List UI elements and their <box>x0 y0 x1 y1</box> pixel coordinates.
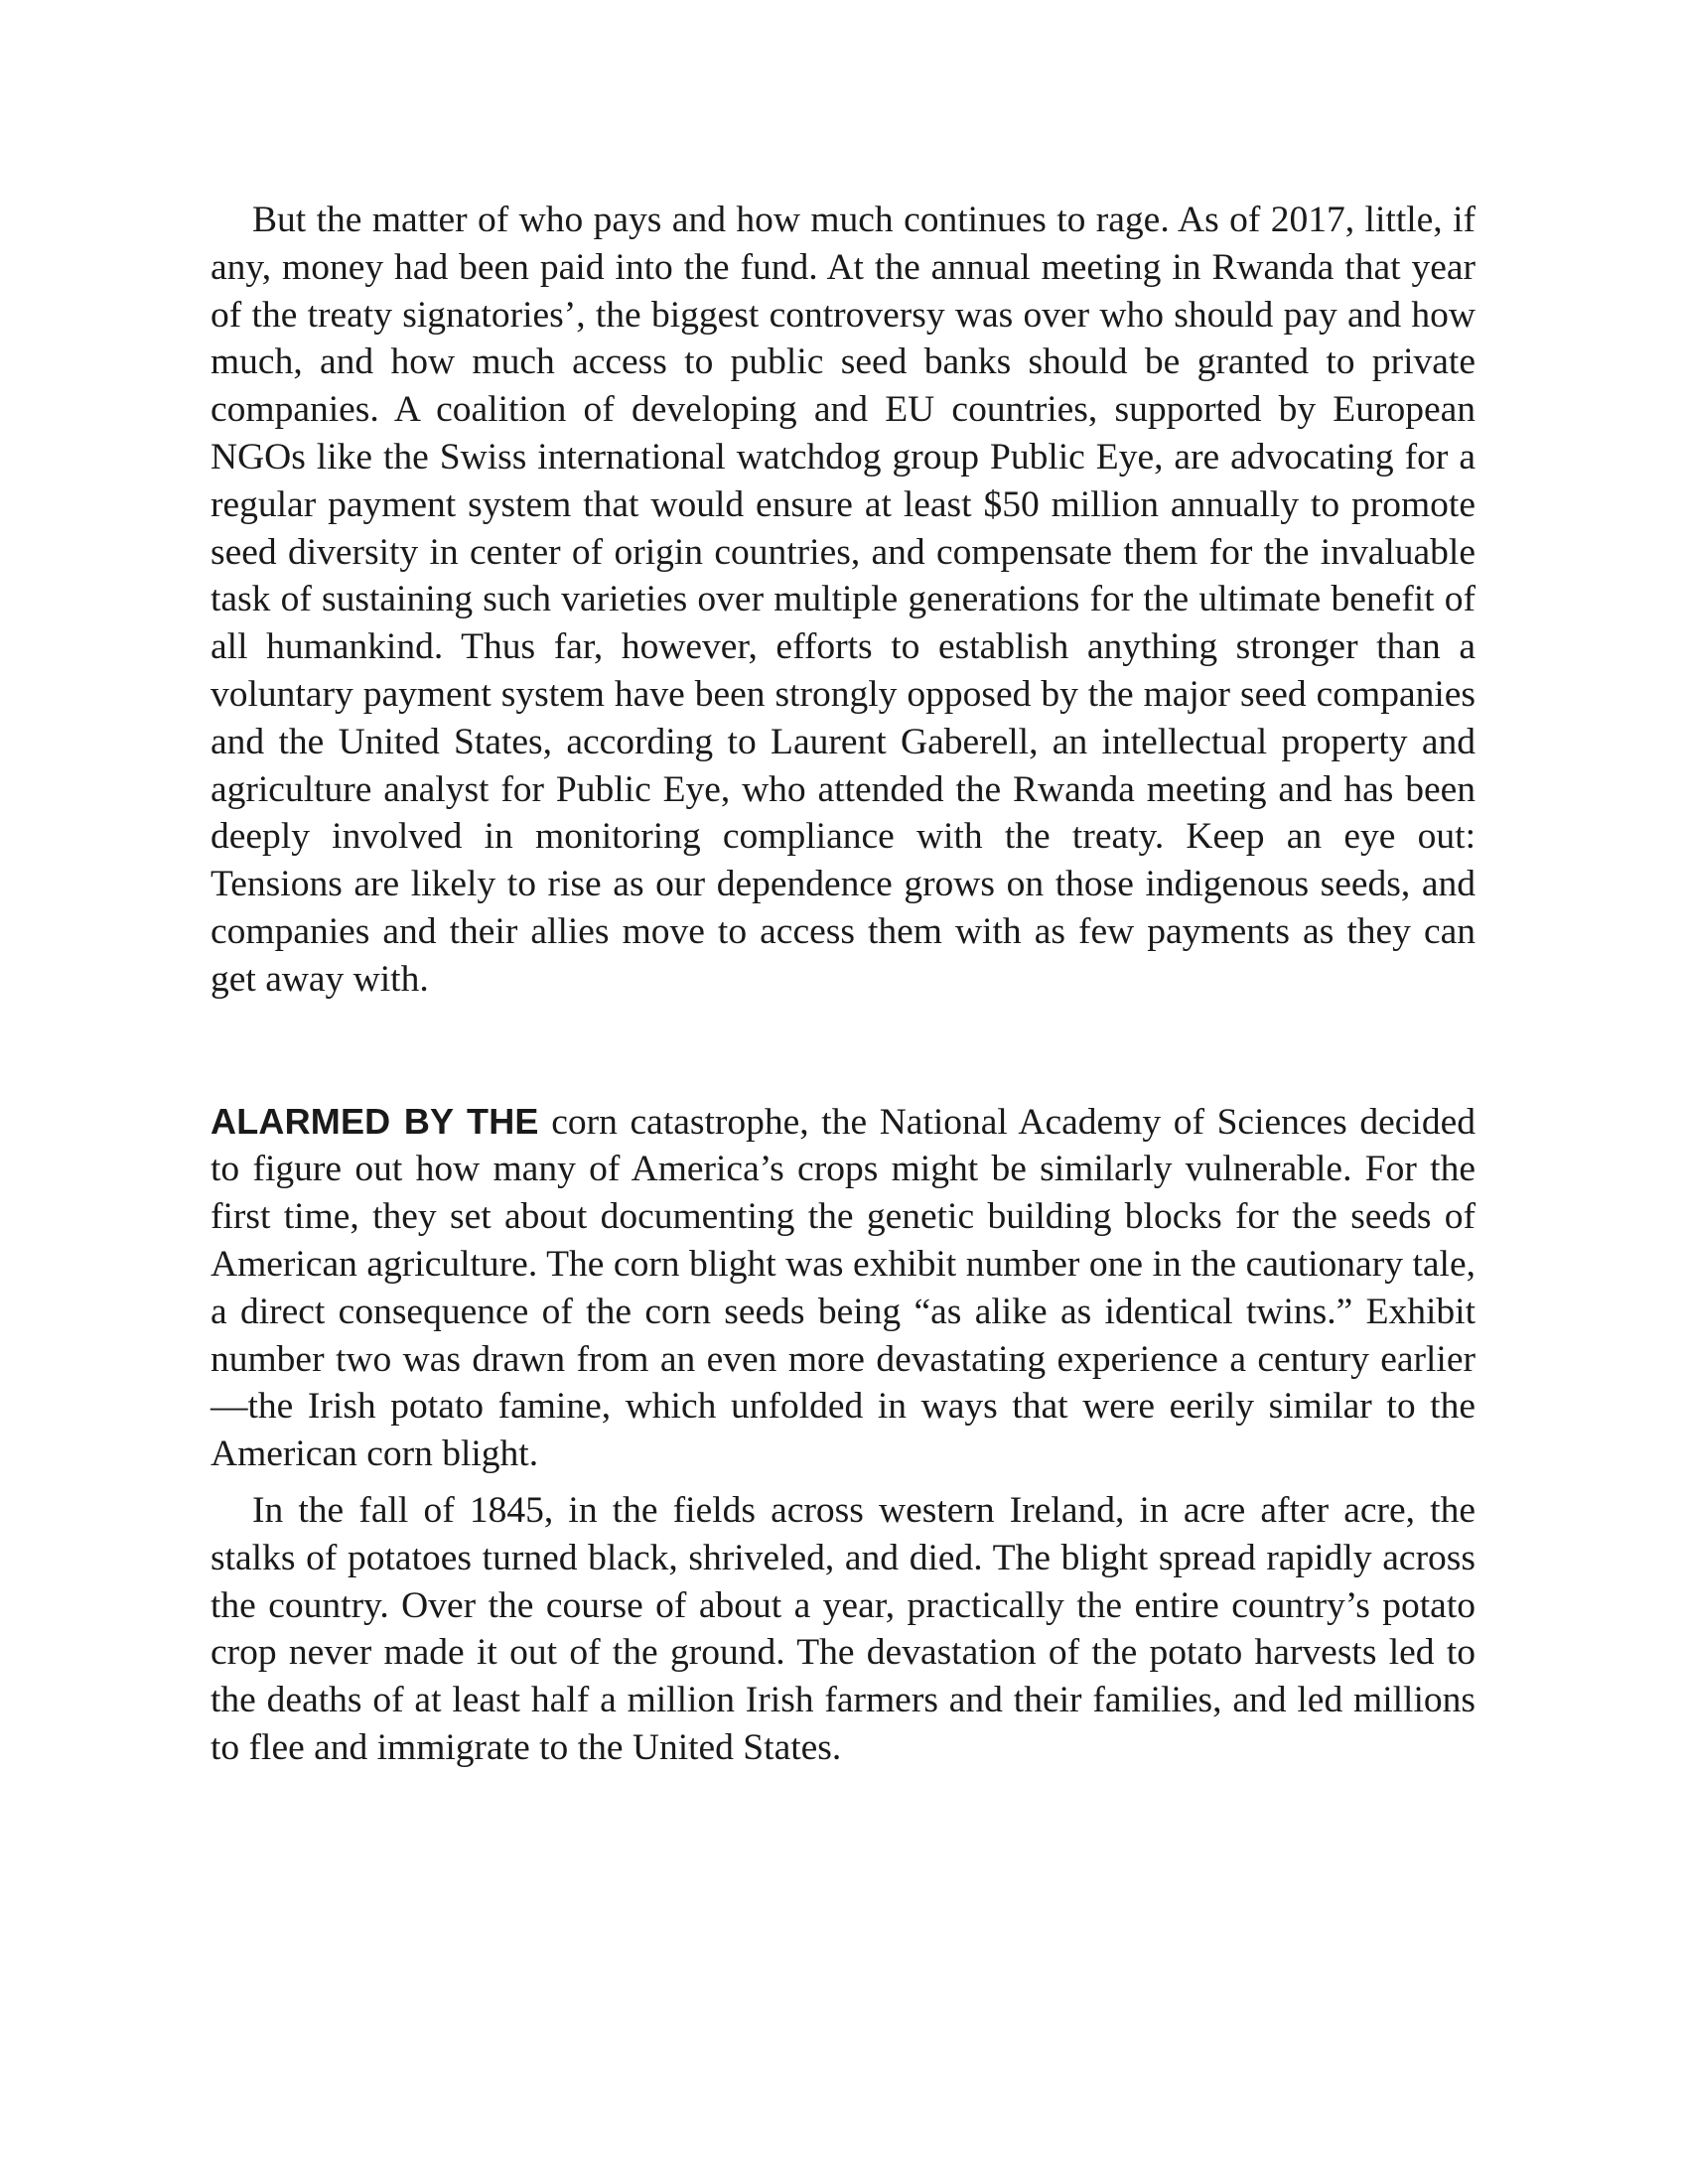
page-body <box>211 197 1476 1772</box>
paragraph-text: But the matter of who pays and how much continues to rage. As of 2017, little, if any, money had been paid into the fund. At the annual meeting in Rwanda that year of the treaty signatories’, the biggest controversy was over who should pay and how much, and how much access to public seed banks should be granted to private companies. A coalition of developing and EU countries, supported by European NGOs like the Swiss international watchdog group Public Eye, are advocating for a regular payment system that would ensure at least $50 million annually to promote seed diversity in center of origin countries, and compensate them for the invaluable task of sustaining such varieties over multiple generations for the ultimate benefit of all humankind. Thus far, however, efforts to establish anything stronger than a voluntary payment system have been strongly opposed by the major seed companies and the United States, according to Laurent Gaberell, an intellectual property and agriculture analyst for Public Eye, who attended the Rwanda meeting and has been deeply involved in monitoring compliance with the treaty. Keep an eye out: Tensions are likely to rise as our dependence grows on those indigenous seeds, and companies and their allies move to access them with as few payments as they can get away with. <box>211 200 1476 1000</box>
paragraph-spacer <box>211 1478 1476 1487</box>
paragraph-text: In the fall of 1845, in the fields across western Ireland, in acre after acre, the stalks of potatoes turned black, shriveled, and died. The blight spread rapidly across the country. Over the course of about a year, practically the entire country’s potato crop never made it out of the ground. The devastation of the potato harvests led to the deaths of at least half a million Irish farmers and their families, and led millions to flee and immigrate to the United States. <box>211 1489 1476 1768</box>
section-break <box>211 1004 1476 1098</box>
paragraph-text: corn catastrophe, the National Academy of Sciences decided to figure out how many of America’s crops might be similarly vulnerable. For the first time, they set about documenting the genetic building blocks for the seeds of American agriculture. The corn blight was exhibit number one in the cautionary tale, a direct consequence of the corn seeds being “as alike as identical twins.” Exhibit number two was drawn from an even more devastating experience a century earlier—the Irish potato famine, which unfolded in ways that were eerily similar to the American corn blight. <box>211 1101 1476 1475</box>
paragraph-payment-dispute <box>211 197 1476 1004</box>
section-lead-in: ALARMED BY THE <box>211 1100 539 1142</box>
paragraph-corn-catastrophe <box>211 1098 1476 1478</box>
paragraph-potato-famine <box>211 1487 1476 1772</box>
